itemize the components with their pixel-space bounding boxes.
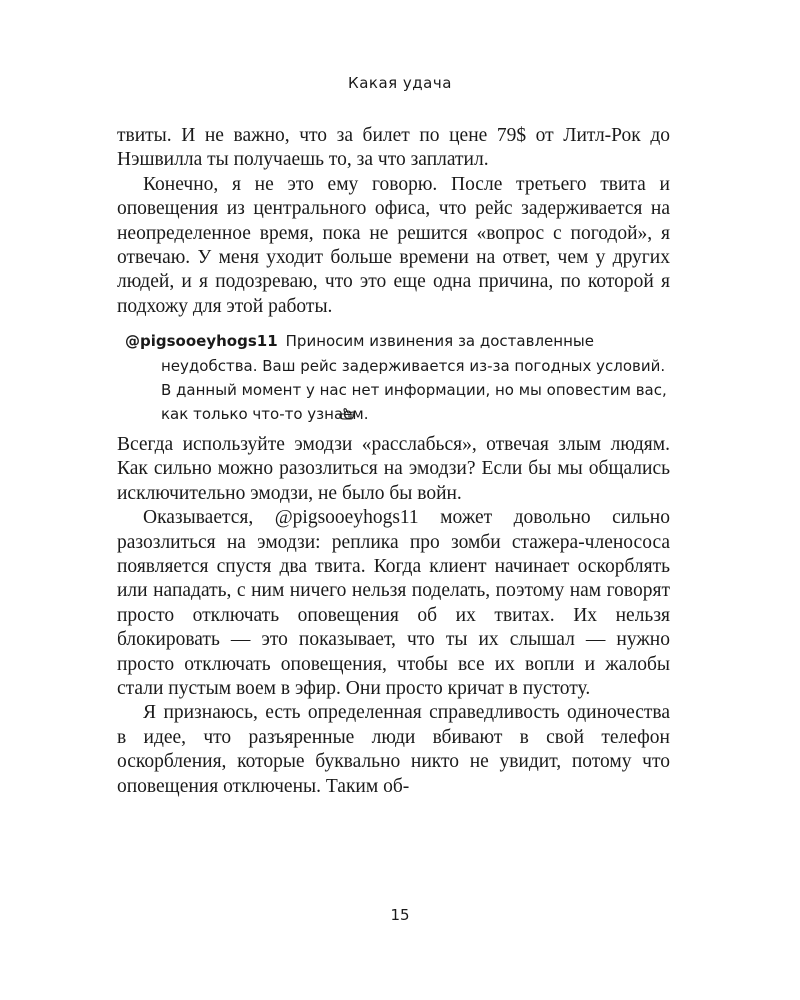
paragraph: Всегда используйте эмодзи «расслабься», отвечая злым людям. Как сильно можно разозлиться на эмодзи? Если бы мы общались исключительно эмодзи, не было бы войн.: [117, 433, 670, 504]
page-number: 15: [390, 906, 410, 924]
tweet-reply: [125, 329, 670, 427]
paragraph: твиты. И не важно, что за билет по цене 79$ от Литл-Рок до Нэшвилла ты получаешь то, за что заплатил.: [117, 125, 670, 171]
paragraph: Оказывается, @pigsooeyhogs11 может довольно сильно разозлиться на эмодзи: реплика про зомби стажера-членососа появляется спустя два твита. Когда клиент начинает оскорблять или нападать, с ним ничего нельзя поделать, поэтому нам говорят просто отключать оповещения об их твитах. Их нельзя блокировать — это показывает, что ты их слышал — нужно просто отключать оповещения, чтобы все их вопли и жалобы стали пустым воем в эфир. Они просто кричат в пустоту.: [117, 507, 670, 699]
running-head: Какая удача: [348, 74, 452, 92]
paragraph: Я признаюсь, есть определенная справедливость одиночества в идее, что разъяренные люди вбивают в свой телефон оскорбления, которые буквально никто не увидит, потому что оповещения отключены. Таким об-: [117, 702, 670, 797]
tweet-handle: @pigsooeyhogs11: [125, 332, 278, 351]
body-text: [117, 124, 670, 799]
paragraph: Конечно, я не это ему говорю. После третьего твита и оповещения из центрального офиса, что рейс задерживается на неопределенное время, пока не решится «вопрос с погодой», я отвечаю. У меня уходит больше времени на ответ, чем у других людей, и я подозреваю, что это еще одна причина, по которой я подхожу для этой работы.: [117, 173, 670, 317]
tweet-text: Приносим извинения за доставленные неудобства. Ваш рейс задерживается из-за погодных условий. В данный момент у нас нет информации, но мы оповестим вас, как только что-то узнаем.: [161, 332, 667, 424]
